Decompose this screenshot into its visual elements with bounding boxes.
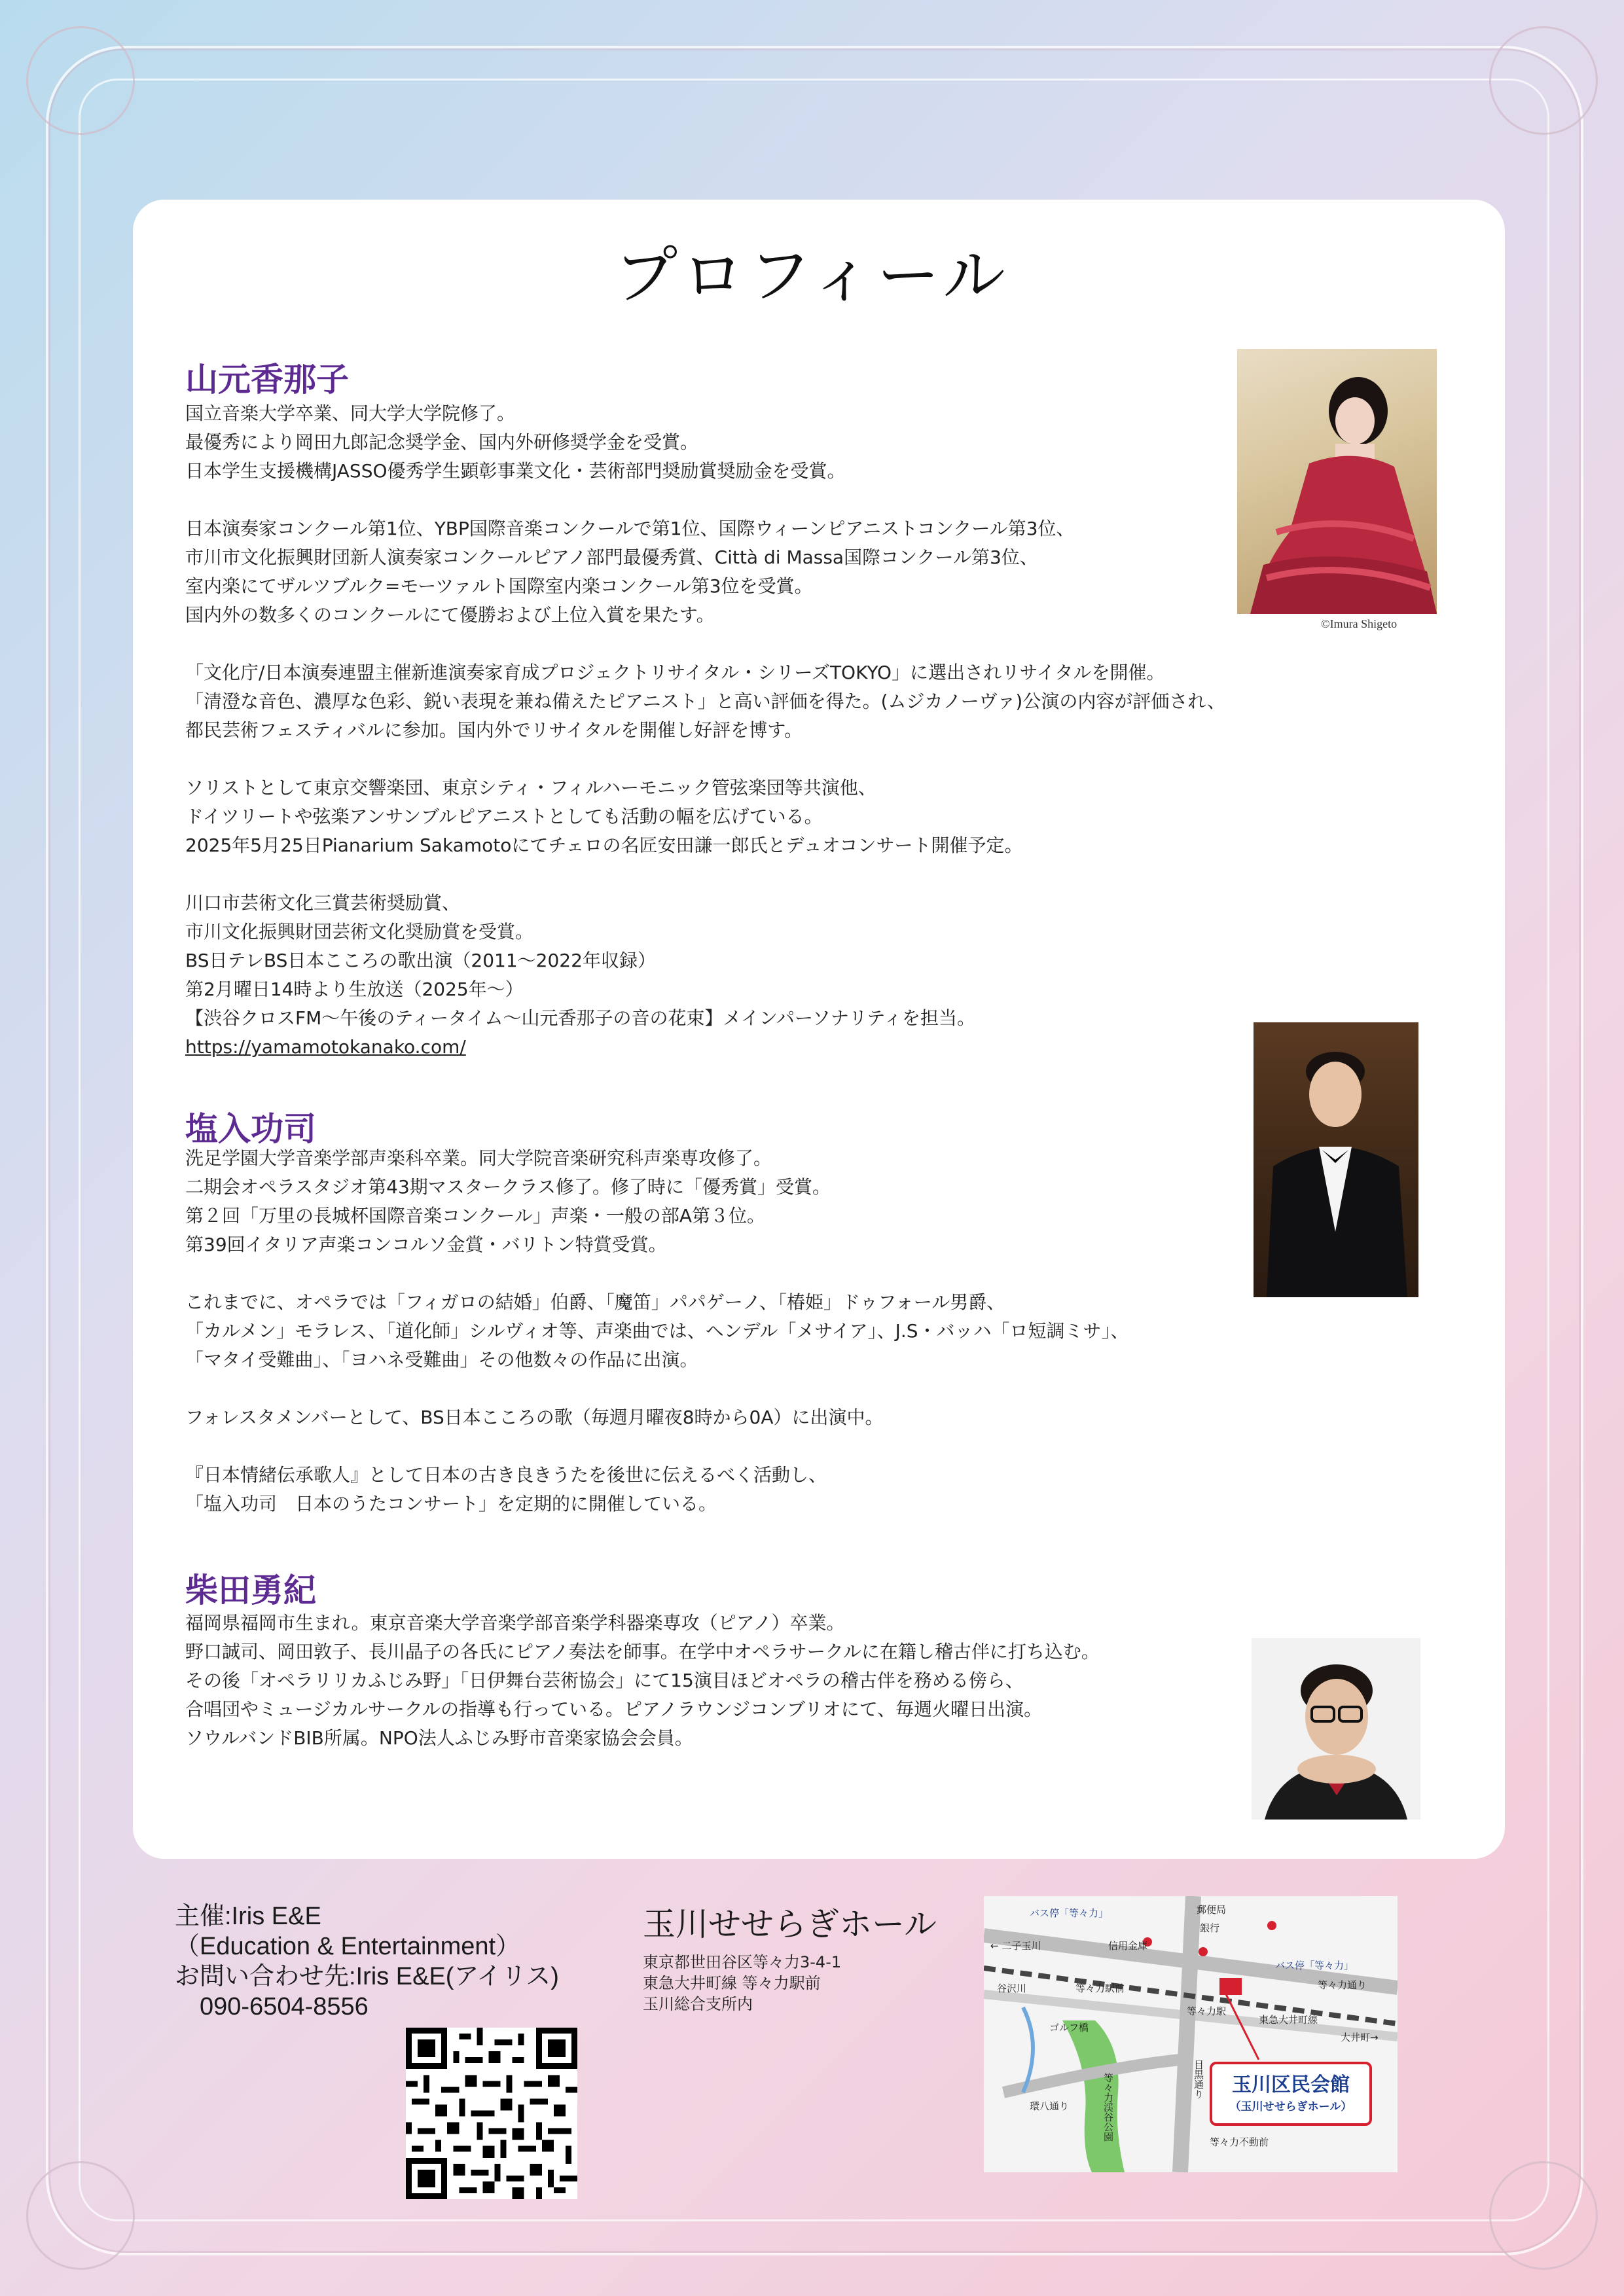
bio-line: 「文化庁/日本演奏連盟主催新進演奏家育成プロジェクトリサイタル・シリーズTOKYO」に選出されリサイタルを開催。 [185, 662, 1165, 683]
map-label: 等々力駅 [1187, 2005, 1227, 2017]
map-label: バス停「等々力」 [1275, 1960, 1354, 1971]
bio-line: 日本演奏家コンクール第1位、YBP国際音楽コンクールで第1位、国際ウィーンピアニストコンクール第3位、 [185, 518, 1075, 539]
map-label: ← 二子玉川 [990, 1940, 1041, 1952]
bio-line [185, 1374, 1129, 1403]
bio-line [185, 860, 1225, 889]
bio-line: 最優秀により岡田九郎記念奨学金、国内外研修奨学金を受賞。 [185, 431, 699, 453]
organizer-info [175, 1901, 559, 2022]
portrait-photo [1252, 1638, 1420, 1820]
bio-line: これまでに、オペラでは「フィガロの結婚」伯爵、「魔笛」パパゲーノ、「椿姫」ドゥフォール男爵、 [185, 1291, 1005, 1313]
bio-line: 「清澄な音色、濃厚な色彩、鋭い表現を兼ね備えたピアニスト」と高い評価を得た。(ムジカノーヴァ)公演の内容が評価され、 [185, 691, 1226, 712]
map-label: 目黒通り [1193, 2060, 1204, 2099]
venue-address [643, 1952, 841, 2015]
bio-line: 「カルメン」モラレス、「道化師」シルヴィオ等、声楽曲では、ヘンデル「メサイア」、J.S・バッハ「ロ短調ミサ」、 [185, 1320, 1129, 1342]
profile-bio [185, 399, 1225, 1062]
photo-credit: ©Imura Shigeto [1321, 617, 1398, 630]
map-label: 等々力駅前 [1075, 1982, 1125, 1994]
access-map [984, 1896, 1398, 2172]
bio-line: 室内楽にてザルツブルク=モーツァルト国際室内楽コンクール第3位を受賞。 [185, 575, 813, 597]
frame-corner-ornament [1489, 2161, 1598, 2270]
map-label: バス停「等々力」 [1030, 1907, 1109, 1919]
bio-line [185, 630, 1225, 658]
organizer-line: （Education & Entertainment） [175, 1933, 521, 1960]
bio-line: 合唱団やミュージカルサークルの指導も行っている。ピアノラウンジコンブリオにて、毎週火曜日出演。 [185, 1698, 1043, 1720]
bio-line: 二期会オペラスタジオ第43期マスタークラス修了。修了時に「優秀賞」受賞。 [185, 1176, 831, 1198]
bio-line: ソウルバンドBIB所属。NPO法人ふじみ野市音楽家協会会員。 [185, 1727, 693, 1749]
profile-name: 山元香那子 [185, 361, 349, 399]
map-label: 銀行 [1200, 1922, 1220, 1934]
map-label: 郵便局 [1197, 1904, 1227, 1916]
profile-name: 塩入功司 [185, 1110, 316, 1148]
bio-line: ドイツリートや弦楽アンサンブルピアニストとしても活動の幅を広げている。 [185, 806, 823, 827]
map-label: 等々力渓谷公園 [1102, 2073, 1114, 2142]
profile-bio [185, 1144, 1129, 1518]
page-title: プロフィール [615, 239, 1009, 312]
website-link[interactable]: https://yamamotokanako.com/ [185, 1036, 466, 1058]
bio-line: 都民芸術フェスティバルに参加。国内外でリサイタルを開催し好評を博す。 [185, 719, 803, 741]
frame-corner-ornament [26, 2161, 135, 2270]
bio-line [185, 745, 1225, 774]
map-hall-name: 玉川区民会館 [1232, 2073, 1350, 2096]
phone-number[interactable]: 090-6504-8556 [175, 1993, 369, 2020]
address-line: 東急大井町線 等々力駅前 [643, 1974, 821, 1992]
bio-line [185, 1259, 1129, 1288]
address-line: 玉川総合支所内 [643, 1995, 753, 2013]
bio-line: ソリストとして東京交響楽団、東京シティ・フィルハーモニック管弦楽団等共演他、 [185, 777, 876, 798]
map-label: 等々力不動前 [1210, 2136, 1269, 2148]
portrait-photo [1254, 1022, 1418, 1297]
profile-bio [185, 1609, 1100, 1753]
portrait-photo [1237, 349, 1437, 614]
organizer-line: 主催:Iris E&E [175, 1903, 321, 1930]
bio-line: 『日本情緒伝承歌人』として日本の古き良きうたを後世に伝えるべく活動し、 [185, 1464, 827, 1486]
bio-line: フォレスタメンバーとして、BS日本こころの歌（毎週月曜夜8時から0A）に出演中。 [185, 1407, 884, 1428]
map-label: 東急大井町線 [1259, 2014, 1318, 2026]
map-label: 環八通り [1030, 2100, 1070, 2112]
bio-line: 第２回「万里の長城杯国際音楽コンクール」声楽・一般の部A第３位。 [185, 1205, 766, 1227]
bio-line: 日本学生支援機構JASSO優秀学生顕彰事業文化・芸術部門奨励賞奨励金を受賞。 [185, 460, 846, 482]
frame-corner-ornament [1489, 26, 1598, 135]
map-label: 大井町→ [1341, 2032, 1379, 2043]
profile-name: 柴田勇紀 [185, 1571, 316, 1609]
bio-line: 2025年5月25日Pianarium Sakamotoにてチェロの名匠安田謙一郎氏とデュオコンサート開催予定。 [185, 834, 1023, 856]
map-label: ゴルフ橋 [1049, 2022, 1089, 2034]
address-line: 東京都世田谷区等々力3-4-1 [643, 1953, 842, 1971]
bio-line [185, 1432, 1129, 1461]
venue-name: 玉川せせらぎホール [643, 1905, 937, 1943]
map-label: 谷沢川 [997, 1982, 1027, 1994]
bio-line: BS日テレBS日本こころの歌出演（2011〜2022年収録） [185, 950, 656, 971]
bio-line: 野口誠司、岡田敦子、長川晶子の各氏にピアノ奏法を師事。在学中オペラサークルに在籍し稽古伴に打ち込む。 [185, 1641, 1100, 1662]
qr-code[interactable] [406, 2028, 577, 2199]
bio-line: 「マタイ受難曲」、「ヨハネ受難曲」その他数々の作品に出演。 [185, 1349, 698, 1371]
bio-line: 第2月曜日14時より生放送（2025年〜） [185, 978, 524, 1000]
map-hall-subname: （玉川せせらぎホール） [1229, 2100, 1352, 2113]
bio-line: 「塩入功司 日本のうたコンサート」を定期的に開催している。 [185, 1493, 717, 1515]
venue-map-marker [1210, 2062, 1372, 2126]
bio-line: 川口市芸術文化三賞芸術奨励賞、 [185, 892, 461, 914]
bio-line: 市川市文化振興財団新人演奏家コンクールピアノ部門最優秀賞、Città di Massa国際コンクール第3位、 [185, 547, 1038, 568]
bio-line: 【渋谷クロスFM〜午後のティータイム〜山元香那子の音の花束】メインパーソナリティを担当。 [185, 1007, 976, 1029]
bio-line: 福岡県福岡市生まれ。東京音楽大学音楽学部音楽学科器楽専攻（ピアノ）卒業。 [185, 1612, 845, 1634]
bio-line [185, 486, 1225, 514]
bio-line: その後「オペラリリカふじみ野」「日伊舞台芸術協会」にて15演目ほどオペラの稽古伴を務める傍ら、 [185, 1670, 1024, 1691]
bio-line: 国内外の数多くのコンクールにて優勝および上位入賞を果たす。 [185, 604, 715, 626]
bio-line: 市川文化振興財団芸術文化奨励賞を受賞。 [185, 921, 534, 942]
frame-corner-ornament [26, 26, 135, 135]
organizer-line: お問い合わせ先:Iris E&E(アイリス) [175, 1963, 559, 1990]
bio-line: 洗足学園大学音楽学部声楽科卒業。同大学院音楽研究科声楽専攻修了。 [185, 1147, 772, 1169]
map-label: 等々力通り [1318, 1979, 1367, 1991]
bio-line: 第39回イタリア声楽コンコルソ金賞・バリトン特賞受賞。 [185, 1234, 667, 1255]
map-label: 信用金庫 [1108, 1940, 1148, 1952]
bio-line: 国立音楽大学卒業、同大学大学院修了。 [185, 403, 516, 424]
